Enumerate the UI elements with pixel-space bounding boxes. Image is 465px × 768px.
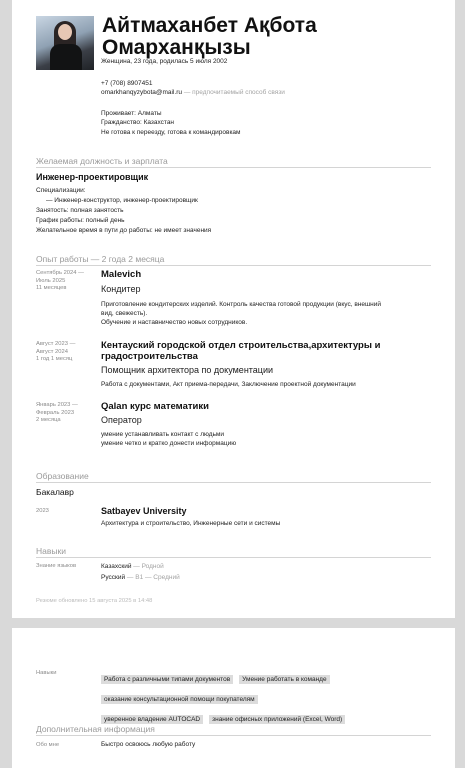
section-title-desired: Желаемая должность и зарплата [36,156,168,166]
education-level: Бакалавр [36,487,74,497]
company-name: Malevich [101,269,142,280]
spec-item: — Инженер-конструктор, инженер-проектировщик [46,197,198,204]
skill-chip: уверенное владение AUTOCAD [101,715,203,724]
skill-chip: знание офисных приложений (Excel, Word) [209,715,345,724]
job-role: Помощник архитектора по документации [101,365,274,375]
resume-page-2 [12,628,455,768]
job-description: Работа с документами, Акт приема-передачи, Заключение проектной документации [101,381,356,388]
divider [36,482,431,483]
divider [36,265,431,266]
citizenship: Гражданство: Казахстан [101,119,175,126]
job-entry [101,269,401,327]
employment: Занятость: полная занятость [36,207,124,214]
relocation: Не готова к переезду, готова к командировкам [101,129,241,136]
about-label: Обо мне [36,742,60,748]
section-title-education: Образование [36,471,89,481]
residence: Проживает: Алматы [101,110,162,117]
language-item: Русский — B1 — Средний [101,574,180,581]
job-period: Август 2023 — Август 2024 1 год 1 месяц [36,341,76,362]
language-item: Казахский — Родной [101,563,164,570]
spec-label: Специализации: [36,187,86,194]
divider [36,167,431,168]
job-role: Оператор [101,415,142,425]
skills-chips [101,668,421,728]
about-text: Быстро освоюсь любую работу [101,741,196,748]
section-title-experience: Опыт работы — 2 года 2 месяца [36,254,165,264]
skill-chip: Работа с различными типами документов [101,675,233,684]
school-faculty: Архитектура и строительство, Инженерные сети и системы [101,520,281,527]
school-name: Satbayev University [101,506,187,516]
divider [36,557,431,558]
job-period: Сентябрь 2024 — Июль 2025 11 месяцев [36,270,84,291]
company-name: Кентауский городской отдел строительства,архитектуры и градостроительства [101,340,381,362]
travel-time: Желательное время в пути до работы: не имеет значения [36,227,212,234]
email-link[interactable]: omarkhanqyzybota@mail.ru [101,89,183,96]
name-line-1: Айтмаханбет Ақбота [102,14,317,37]
job-role: Кондитер [101,284,141,294]
schedule: График работы: полный день [36,217,125,224]
email-line [101,88,285,97]
job-entry [101,340,401,389]
skill-chip: Умение работать в команде [239,675,329,684]
skills-label: Навыки [36,670,57,676]
desired-position: Инженер-проектировщик [36,172,149,182]
skill-chip: оказание консультационной помощи покупателям [101,695,258,704]
name-line-2: Омарханқызы [102,36,251,59]
job-description: Приготовление кондитерских изделий. Контроль качества готовой продукции (вкус, внешний вид, свежесть). Обучение и наставничество новых сотрудников. [101,301,382,326]
section-title-additional: Дополнительная информация [36,724,155,734]
profile-photo [36,16,94,70]
company-name: Qalan курс математики [101,401,209,412]
phone[interactable]: +7 (708) 8907451 [101,80,153,87]
education-year: 2023 [36,508,49,514]
updated-date: Резюме обновлено 15 августа 2025 в 14:48 [36,598,153,604]
full-name [102,15,442,59]
email-note: — предпочитаемый способ связи [182,89,285,96]
personal-info: Женщина, 23 года, родилась 5 июля 2002 [101,58,228,65]
languages-list [101,562,401,582]
divider [36,735,431,736]
education-entry [101,506,401,528]
job-description: умение устанавливать контакт с людьми умение четко и кратко донести информацию [101,431,237,447]
section-title-skills: Навыки [36,546,66,556]
job-period: Январь 2023 — Февраль 2023 2 месяца [36,402,78,423]
languages-label: Знание языков [36,563,77,569]
job-entry [101,401,401,448]
resume-page-1 [12,0,455,618]
